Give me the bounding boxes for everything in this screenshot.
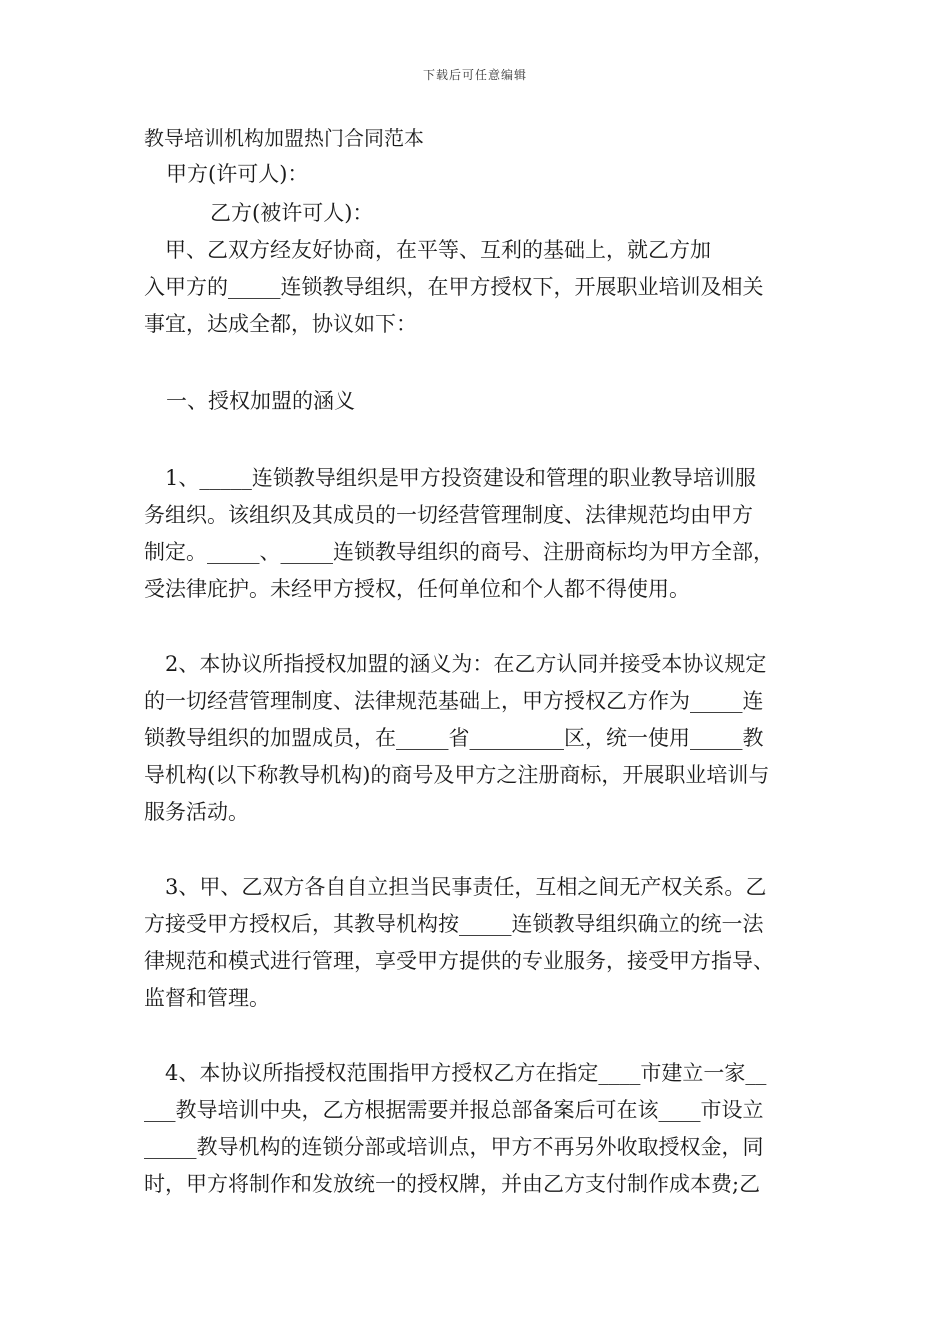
clause-line: 监督和管理。 — [144, 986, 270, 1010]
party-a-line: 甲方(许可人)： — [166, 162, 309, 186]
clause-line: 的一切经营管理制度、法律规范基础上，甲方授权乙方作为_____连 — [144, 689, 764, 713]
clause-line: 导机构(以下称教导机构)的商号及甲方之注册商标，开展职业培训与 — [144, 763, 770, 787]
clause-line: 锁教导组织的加盟成员，在_____省_________区，统一使用_____教 — [144, 726, 764, 750]
clause-line: 服务活动。 — [144, 800, 249, 824]
clause-line: 制定。_____、_____连锁教导组织的商号、注册商标均为甲方全部， — [144, 540, 774, 564]
clause-line: _____教导机构的连锁分部或培训点，甲方不再另外收取授权金，同 — [144, 1135, 764, 1159]
clause-line: ___教导培训中央，乙方根据需要并报总部备案后可在该____市设立 — [144, 1098, 764, 1122]
clause-line: 时，甲方将制作和发放统一的授权牌，并由乙方支付制作成本费;乙 — [144, 1172, 761, 1196]
clause-line: 4、本协议所指授权范围指甲方授权乙方在指定____市建立一家__ — [144, 1061, 767, 1085]
party-b-line: 乙方(被许可人)： — [210, 201, 374, 225]
header-note: 下载后可任意编辑 — [422, 68, 527, 82]
clause-1 — [144, 460, 814, 608]
clause-line: 律规范和模式进行管理，享受甲方提供的专业服务，接受甲方指导、 — [144, 949, 774, 973]
clause-line: 3、甲、乙双方各自自立担当民事责任，互相之间无产权关系。乙 — [144, 875, 767, 899]
clause-line: 方接受甲方授权后，其教导机构按_____连锁教导组织确立的统一法 — [144, 912, 764, 936]
section-heading-1: 一、授权加盟的涵义 — [166, 389, 355, 413]
clause-line: 务组织。该组织及其成员的一切经营管理制度、法律规范均由甲方 — [144, 503, 753, 527]
clause-4 — [144, 1055, 814, 1203]
intro-line: 甲、乙双方经友好协商，在平等、互利的基础上，就乙方加 — [144, 238, 711, 262]
clause-line: 1、_____连锁教导组织是甲方投资建设和管理的职业教导培训服 — [144, 466, 756, 490]
intro-paragraph — [144, 232, 814, 343]
intro-line: 事宜，达成全都，协议如下： — [144, 312, 417, 336]
clause-2 — [144, 646, 814, 831]
intro-line: 入甲方的_____连锁教导组织，在甲方授权下，开展职业培训及相关 — [144, 275, 764, 299]
clause-line: 受法律庇护。未经甲方授权，任何单位和个人都不得使用。 — [144, 577, 690, 601]
document-title: 教导培训机构加盟热门合同范本 — [144, 126, 424, 150]
clause-3 — [144, 869, 814, 1017]
clause-line: 2、本协议所指授权加盟的涵义为：在乙方认同并接受本协议规定 — [144, 652, 767, 676]
document-body — [144, 120, 814, 1203]
